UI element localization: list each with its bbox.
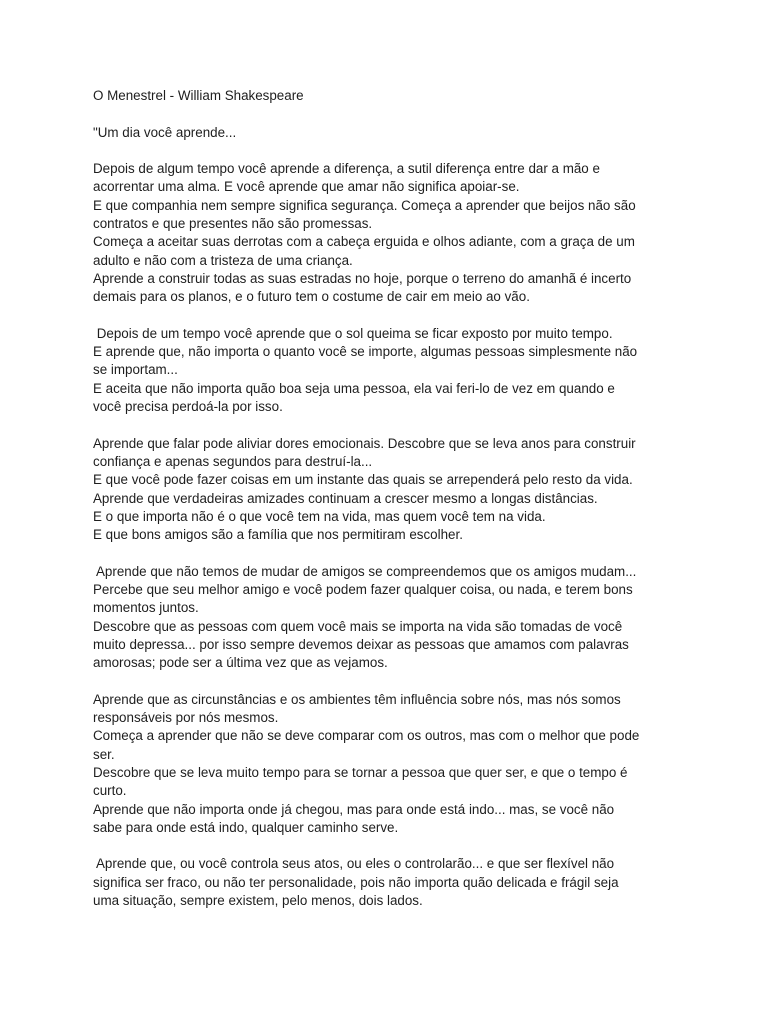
- text-line: acorrentar uma alma. E você aprende que amar não significa apoiar-se.: [93, 179, 520, 195]
- spacer: [93, 544, 693, 562]
- spacer: [93, 142, 693, 160]
- paragraph-3: [93, 435, 693, 545]
- text-line: ser.: [93, 746, 115, 762]
- text-line: curto.: [93, 783, 127, 799]
- spacer: [93, 307, 693, 325]
- text-line: Percebe que seu melhor amigo e você podem fazer qualquer coisa, ou nada, e terem bons: [93, 582, 633, 598]
- paragraph-6: [93, 855, 693, 910]
- text-line: Aprende que não importa onde já chegou, mas para onde está indo... mas, se você não: [93, 801, 615, 817]
- text-line: Aprende que não temos de mudar de amigos se compreendemos que os amigos mudam...: [93, 563, 637, 579]
- text-line: Aprende que verdadeiras amizades continuam a crescer mesmo a longas distâncias.: [93, 490, 598, 506]
- text-line: sabe para onde está indo, qualquer caminho serve.: [93, 819, 399, 835]
- spacer: [93, 416, 693, 434]
- text-line: E aceita que não importa quão boa seja uma pessoa, ela vai feri-lo de vez em quando e: [93, 380, 615, 396]
- text-line: adulto e não com a tristeza de uma criança.: [93, 252, 353, 268]
- text-line: Descobre que se leva muito tempo para se tornar a pessoa que quer ser, e que o tempo é: [93, 764, 628, 780]
- paragraph-5: [93, 691, 693, 837]
- text-line: E o que importa não é o que você tem na vida, mas quem você tem na vida.: [93, 508, 546, 524]
- text-line: E aprende que, não importa o quanto você se importe, algumas pessoas simplesmente não: [93, 344, 638, 360]
- text-line: responsáveis por nós mesmos.: [93, 710, 279, 726]
- text-line: demais para os planos, e o futuro tem o costume de cair em meio ao vão.: [93, 289, 530, 305]
- text-line: uma situação, sempre existem, pelo menos, dois lados.: [93, 893, 423, 909]
- text-line: E que companhia nem sempre significa segurança. Começa a aprender que beijos não são: [93, 197, 636, 213]
- paragraph-1: [93, 160, 693, 306]
- text-line: você precisa perdoá-la por isso.: [93, 399, 283, 415]
- text-line: Depois de um tempo você aprende que o sol queima se ficar exposto por muito tempo.: [93, 325, 613, 341]
- text-line: Aprende que as circunstâncias e os ambientes têm influência sobre nós, mas nós somos: [93, 691, 621, 707]
- document-title: O Menestrel - William Shakespeare: [93, 88, 304, 103]
- document-page: [93, 87, 693, 910]
- paragraph-2: [93, 325, 693, 416]
- text-line: Aprende que falar pode aliviar dores emocionais. Descobre que se leva anos para construir: [93, 435, 636, 451]
- text-line: E que bons amigos são a família que nos permitiram escolher.: [93, 527, 463, 543]
- text-line: amorosas; pode ser a última vez que as vejamos.: [93, 655, 388, 671]
- text-line: momentos juntos.: [93, 600, 199, 616]
- text-line: contratos e que presentes não são promessas.: [93, 216, 373, 232]
- text-line: significa ser fraco, ou não ter personalidade, pois não importa quão delicada e frágil seja: [93, 874, 619, 890]
- text-line: se importam...: [93, 362, 178, 378]
- text-line: Aprende que, ou você controla seus atos, ou eles o controlarão... e que ser flexível não: [93, 856, 615, 872]
- spacer: [93, 837, 693, 855]
- text-line: Aprende a construir todas as suas estradas no hoje, porque o terreno do amanhã é incerto: [93, 270, 632, 286]
- text-line: Depois de algum tempo você aprende a diferença, a sutil diferença entre dar a mão e: [93, 161, 600, 177]
- text-line: Começa a aceitar suas derrotas com a cabeça erguida e olhos adiante, com a graça de um: [93, 234, 635, 250]
- text-line: Começa a aprender que não se deve comparar com os outros, mas com o melhor que pode: [93, 728, 640, 744]
- spacer: [93, 673, 693, 691]
- text-line: muito depressa... por isso sempre devemos deixar as pessoas que amamos com palavras: [93, 636, 629, 652]
- spacer: [93, 105, 693, 123]
- paragraph-4: [93, 563, 693, 673]
- text-line: confiança e apenas segundos para destruí-la...: [93, 453, 373, 469]
- text-line: Descobre que as pessoas com quem você mais se importa na vida são tomadas de você: [93, 618, 623, 634]
- intro-line: "Um dia você aprende...: [93, 124, 237, 140]
- text-line: E que você pode fazer coisas em um instante das quais se arrependerá pelo resto da vida.: [93, 472, 633, 488]
